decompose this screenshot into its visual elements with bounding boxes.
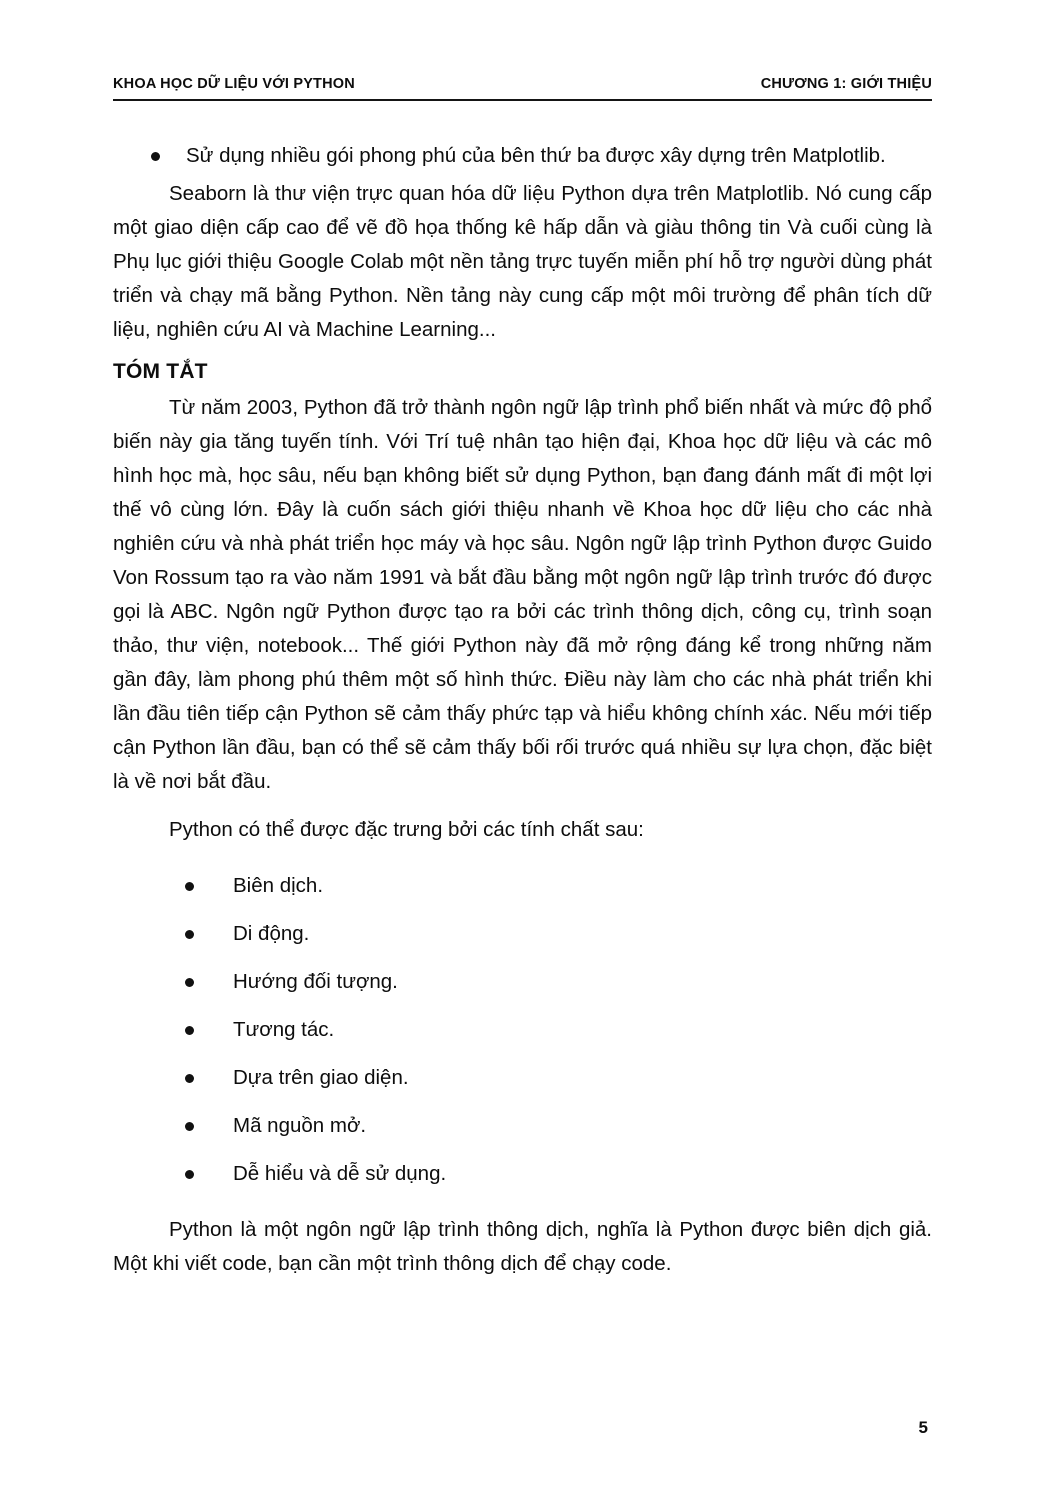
paragraph-summary: Từ năm 2003, Python đã trở thành ngôn ngữ lập trình phổ biến nhất và mức độ phổ biến này gia tăng tuyến tính. Với Trí tuệ nhân tạo hiện đại, Khoa học dữ liệu và các mô hình học mà, học sâu, nếu bạn không biết sử dụng Python, bạn đang đánh mất đi một lợi thế vô cùng lớn. Đây là cuốn sách giới thiệu nhanh về Khoa học dữ liệu cho các nhà nghiên cứu và nhà phát triển học máy và học sâu. Ngôn ngữ lập trình Python được Guido Von Rossum tạo ra vào năm 1991 và bắt đầu bằng một ngôn ngữ lập trình trước đó được gọi là ABC. Ngôn ngữ Python được tạo ra bởi các trình thông dịch, công cụ, trình soạn thảo, thư viện, notebook... Thế giới Python này đã mở rộng đáng kể trong những năm gần đây, làm phong phú thêm một số hình thức. Điều này làm cho các nhà phát triển khi lần đầu tiên tiếp cận Python sẽ cảm thấy phức tạp và hiểu không chính xác. Nếu mới tiếp cận Python lần đầu, bạn có thể sẽ cảm thấy bối rối trước quá nhiều sự lựa chọn, đặc biệt là về nơi bắt đầu. <box>113 396 932 793</box>
bullet-icon <box>185 930 194 939</box>
list-item <box>185 1061 932 1095</box>
list-item <box>185 1109 932 1143</box>
list-item <box>185 1013 932 1047</box>
list-item <box>185 917 932 951</box>
list-item <box>113 139 932 173</box>
section-heading: TÓM TẮT <box>113 360 208 383</box>
bullet-icon <box>185 882 194 891</box>
bullet-icon <box>185 1170 194 1179</box>
list-item-text: Di động. <box>233 922 310 945</box>
list-item-text: Dựa trên giao diện. <box>233 1066 409 1089</box>
bullet-icon <box>151 152 160 161</box>
page-header <box>113 76 932 101</box>
list-item-text: Mã nguồn mở. <box>233 1114 367 1137</box>
list-item-text: Dễ hiểu và dễ sử dụng. <box>233 1162 447 1185</box>
header-book-title: KHOA HỌC DỮ LIỆU VỚI PYTHON <box>113 76 355 92</box>
bullet-icon <box>185 978 194 987</box>
bullet-icon <box>185 1122 194 1131</box>
list-item-text: Biên dịch. <box>233 874 324 897</box>
feature-list <box>113 869 932 1191</box>
list-item-text: Sử dụng nhiều gói phong phú của bên thứ ba được xây dựng trên Matplotlib. <box>186 144 886 167</box>
paragraph-intro-list: Python có thể được đặc trưng bởi các tính chất sau: <box>169 818 644 841</box>
list-item-text: Tương tác. <box>233 1018 335 1041</box>
list-item <box>185 869 932 903</box>
paragraph-seaborn: Seaborn là thư viện trực quan hóa dữ liệu Python dựa trên Matplotlib. Nó cung cấp một giao diện cấp cao để vẽ đồ họa thống kê hấp dẫn và giàu thông tin Và cuối cùng là Phụ lục giới thiệu Google Colab một nền tảng trực tuyến miễn phí hỗ trợ người dùng phát triển và chạy mã bằng Python. Nền tảng này cung cấp một môi trường để phân tích dữ liệu, nghiên cứu AI và Machine Learning... <box>113 182 932 341</box>
page-body <box>113 139 932 1281</box>
list-item-text: Hướng đối tượng. <box>233 970 398 993</box>
bullet-icon <box>185 1026 194 1035</box>
header-chapter-title: CHƯƠNG 1: GIỚI THIỆU <box>760 76 932 92</box>
page-number: 5 <box>918 1418 928 1437</box>
bullet-icon <box>185 1074 194 1083</box>
list-item <box>185 1157 932 1191</box>
list-item <box>185 965 932 999</box>
paragraph-closing: Python là một ngôn ngữ lập trình thông dịch, nghĩa là Python được biên dịch giả. Một khi viết code, bạn cần một trình thông dịch để chạy code. <box>113 1218 932 1275</box>
